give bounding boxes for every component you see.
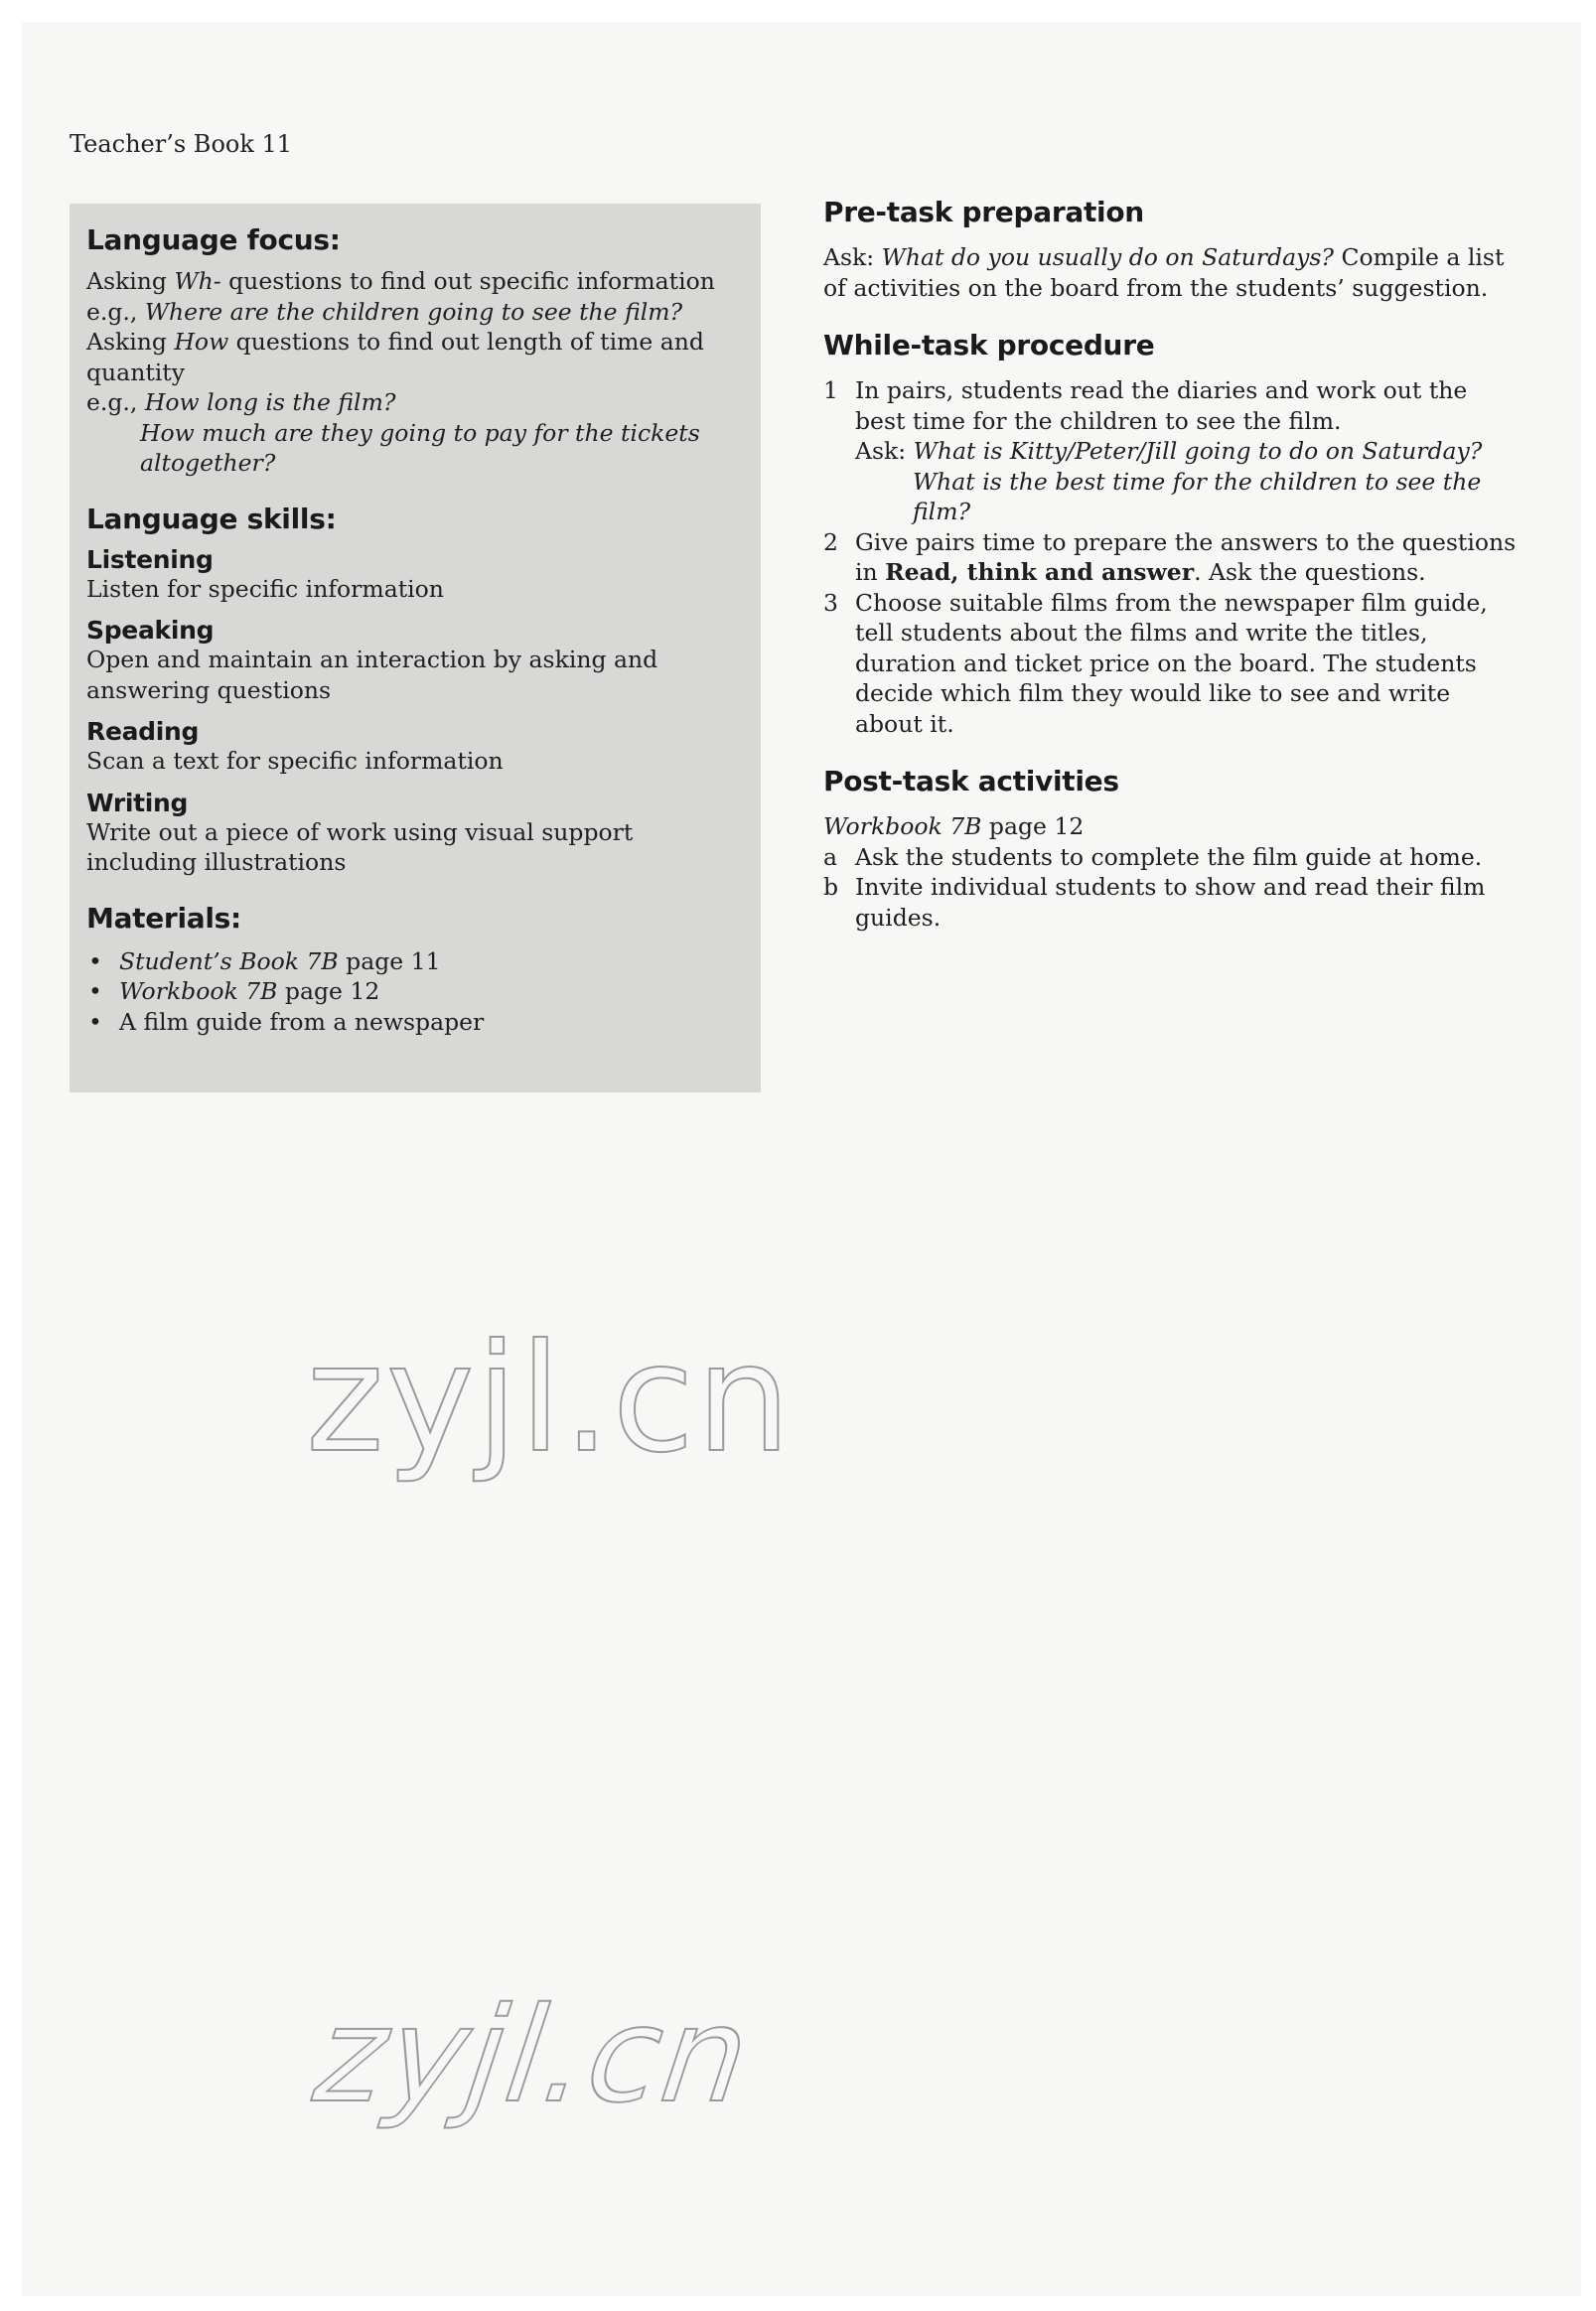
language-focus-content — [86, 266, 743, 479]
post-task-steps — [823, 842, 1519, 934]
list-item: b Invite individual students to show and read their film guides. — [823, 873, 1486, 932]
while-task-steps — [823, 375, 1519, 739]
post-task-reference: Workbook 7B page 12 — [823, 812, 1085, 840]
list-item: 2 Give pairs time to prepare the answers to the questions in Read, think and answer. Ask the questions. — [823, 527, 1517, 586]
watermark-lower: zyjl.cn — [294, 1979, 775, 2132]
ask-question-2: What is the best time for the children to see the film? — [913, 467, 1482, 525]
focus-line-wh: Asking Wh- questions to find out specific information — [86, 267, 715, 295]
language-focus-heading: Language focus: — [86, 223, 341, 256]
while-task-heading: While-task procedure — [823, 329, 1155, 361]
running-head: Teacher’s Book 11 — [70, 130, 293, 158]
writing-text: Write out a piece of work using visual support including illustrations — [86, 817, 634, 876]
reading-heading: Reading — [86, 717, 200, 746]
language-focus-box — [70, 204, 761, 1092]
writing-heading: Writing — [86, 788, 189, 817]
focus-example-2: e.g., How long is the film? — [86, 388, 396, 416]
focus-example-1: e.g., Where are the children going to see the film? — [86, 297, 683, 326]
pre-task-heading: Pre-task preparation — [823, 196, 1144, 228]
list-item: • Student’s Book 7B page 11 — [86, 946, 743, 977]
language-skills-heading: Language skills: — [86, 502, 337, 535]
list-item: • Workbook 7B page 12 — [86, 976, 743, 1007]
focus-line-how: Asking How questions to find out length of time and quantity — [86, 328, 704, 386]
list-item: 3 Choose suitable films from the newspaper film guide, tell students about the films and write the titles, duration and ticket price on the board. The students decide which film they would like to see and write about it. — [823, 588, 1488, 738]
pre-task-text: Ask: What do you usually do on Saturdays? Compile a list of activities on the board from the students’ suggestion. — [823, 243, 1505, 302]
post-task-heading: Post-task activities — [823, 765, 1119, 797]
materials-heading: Materials: — [86, 901, 241, 935]
listening-text: Listen for specific information — [86, 574, 444, 603]
materials-list — [86, 946, 743, 1038]
list-item: a Ask the students to complete the film guide at home. — [823, 842, 1483, 871]
speaking-heading: Speaking — [86, 616, 215, 645]
procedure-column — [823, 196, 1519, 933]
list-item: 1 In pairs, students read the diaries and work out the best time for the children to see the film. Ask: What is Kitty/Peter/Jill going to do on Saturday? What is the best time for the children to see the film? — [823, 375, 1519, 527]
watermark-upper: zyjl.cn — [306, 1313, 794, 1486]
list-item: • A film guide from a newspaper — [86, 1007, 743, 1038]
reading-text: Scan a text for specific information — [86, 747, 504, 775]
listening-heading: Listening — [86, 544, 214, 574]
speaking-text: Open and maintain an interaction by asking and answering questions — [86, 646, 658, 704]
focus-example-3: How much are they going to pay for the tickets altogether? — [140, 418, 700, 477]
